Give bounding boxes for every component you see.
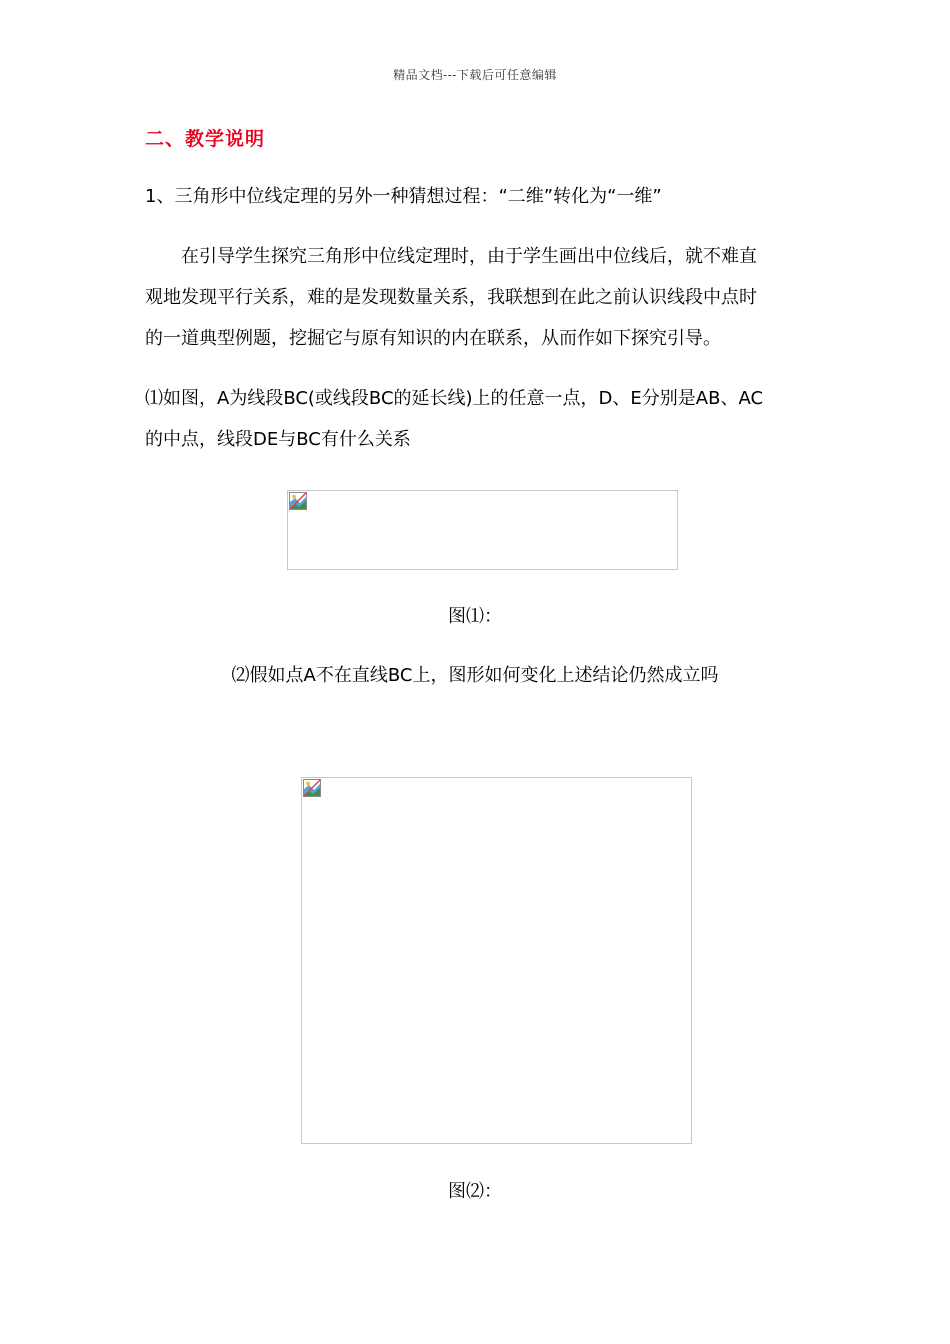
question-1-line-2: 的中点，线段DE与BC有什么关系 xyxy=(145,429,411,450)
page-header-watermark: 精品文档---下载后可任意编辑 xyxy=(393,68,557,82)
question-2: ⑵假如点A不在直线BC上，图形如何变化上述结论仍然成立吗 xyxy=(231,665,719,686)
question-1-line-1: ⑴如图，A为线段BC(或线段BC的延长线)上的任意一点，D、E分别是AB、AC xyxy=(145,388,764,409)
paragraph-1-line-2: 观地发现平行关系，难的是发现数量关系，我联想到在此之前认识线段中点时 xyxy=(145,287,757,308)
figure-1-image xyxy=(287,490,678,570)
paragraph-1-line-3: 的一道典型例题，挖掘它与原有知识的内在联系，从而作如下探究引导。 xyxy=(145,328,721,349)
broken-image-icon xyxy=(289,492,307,510)
paragraph-1-line-1: 在引导学生探究三角形中位线定理时，由于学生画出中位线后，就不难直 xyxy=(181,246,757,267)
question-1 xyxy=(145,378,805,460)
paragraph-1 xyxy=(145,236,805,359)
figure-2-image xyxy=(301,777,692,1144)
figure-1-caption: 图⑴： xyxy=(448,606,502,627)
section-title: 二、教学说明 xyxy=(145,128,266,150)
broken-image-icon xyxy=(303,779,321,797)
figure-2-caption: 图⑵： xyxy=(448,1181,502,1202)
item-1-heading: 1、三角形中位线定理的另外一种猜想过程：“二维”转化为“一维” xyxy=(145,186,662,207)
